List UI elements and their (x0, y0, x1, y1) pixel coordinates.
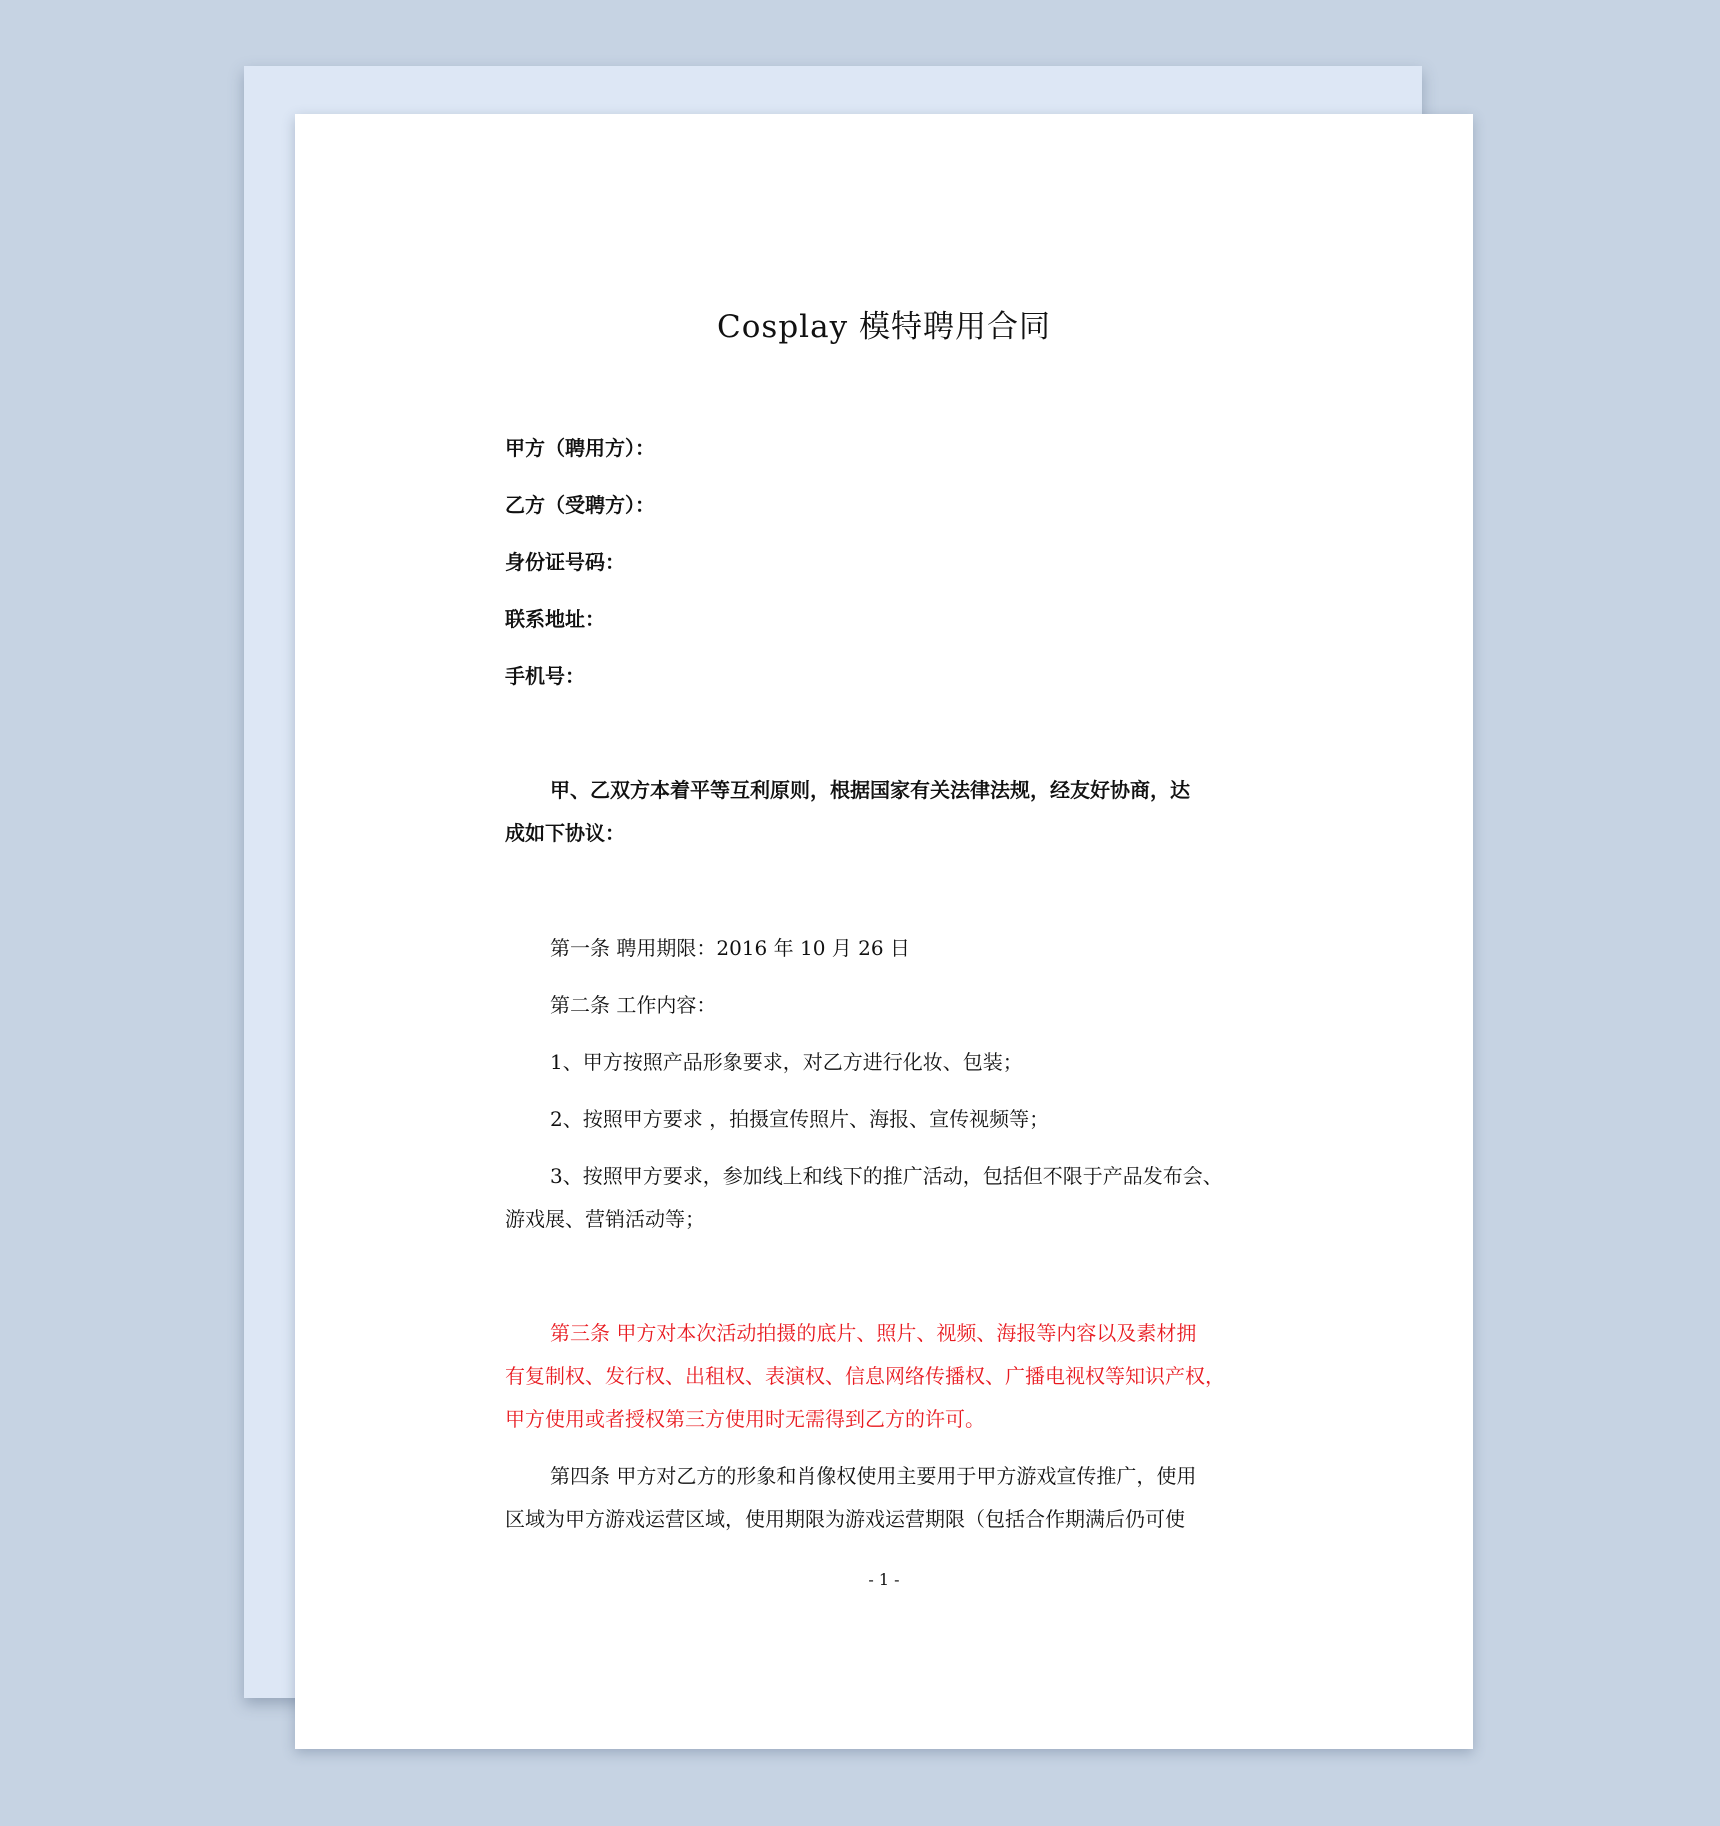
id-number-field: 身份证号码： (505, 550, 625, 574)
article-4-line-1: 第四条 甲方对乙方的形象和肖像权使用主要用于甲方游戏宣传推广，使用 (550, 1464, 1197, 1488)
party-b-field: 乙方（受聘方）： (505, 493, 655, 517)
page-number: - 1 - (868, 1570, 900, 1589)
address-field: 联系地址： (505, 607, 605, 631)
article-3-line-2: 有复制权、发行权、出租权、表演权、信息网络传播权、广播电视权等知识产权， (505, 1364, 1225, 1388)
document-page (295, 114, 1473, 1749)
article-3-line-3: 甲方使用或者授权第三方使用时无需得到乙方的许可。 (505, 1407, 985, 1431)
article-4-line-2: 区域为甲方游戏运营区域，使用期限为游戏运营期限（包括合作期满后仍可使 (505, 1507, 1185, 1531)
article-2-item-2: 2、按照甲方要求 ，拍摄宣传照片、海报、宣传视频等； (550, 1107, 1050, 1131)
article-2-item-3-line-2: 游戏展、营销活动等； (505, 1207, 705, 1231)
party-a-field: 甲方（聘用方）： (505, 436, 655, 460)
phone-field: 手机号： (505, 664, 585, 688)
article-2-heading: 第二条 工作内容： (550, 993, 717, 1017)
article-2-item-3-line-1: 3、按照甲方要求，参加线上和线下的推广活动，包括但不限于产品发布会、 (550, 1164, 1223, 1188)
preamble-line-1: 甲、乙双方本着平等互利原则，根据国家有关法律法规，经友好协商，达 (550, 778, 1190, 802)
preamble-line-2: 成如下协议： (505, 821, 625, 845)
article-2-item-1: 1、甲方按照产品形象要求，对乙方进行化妆、包装； (550, 1050, 1023, 1074)
document-title: Cosplay 模特聘用合同 (717, 309, 1051, 345)
article-3-line-1: 第三条 甲方对本次活动拍摄的底片、照片、视频、海报等内容以及素材拥 (550, 1321, 1197, 1345)
article-1: 第一条 聘用期限：2016 年 10 月 26 日 (550, 936, 910, 960)
